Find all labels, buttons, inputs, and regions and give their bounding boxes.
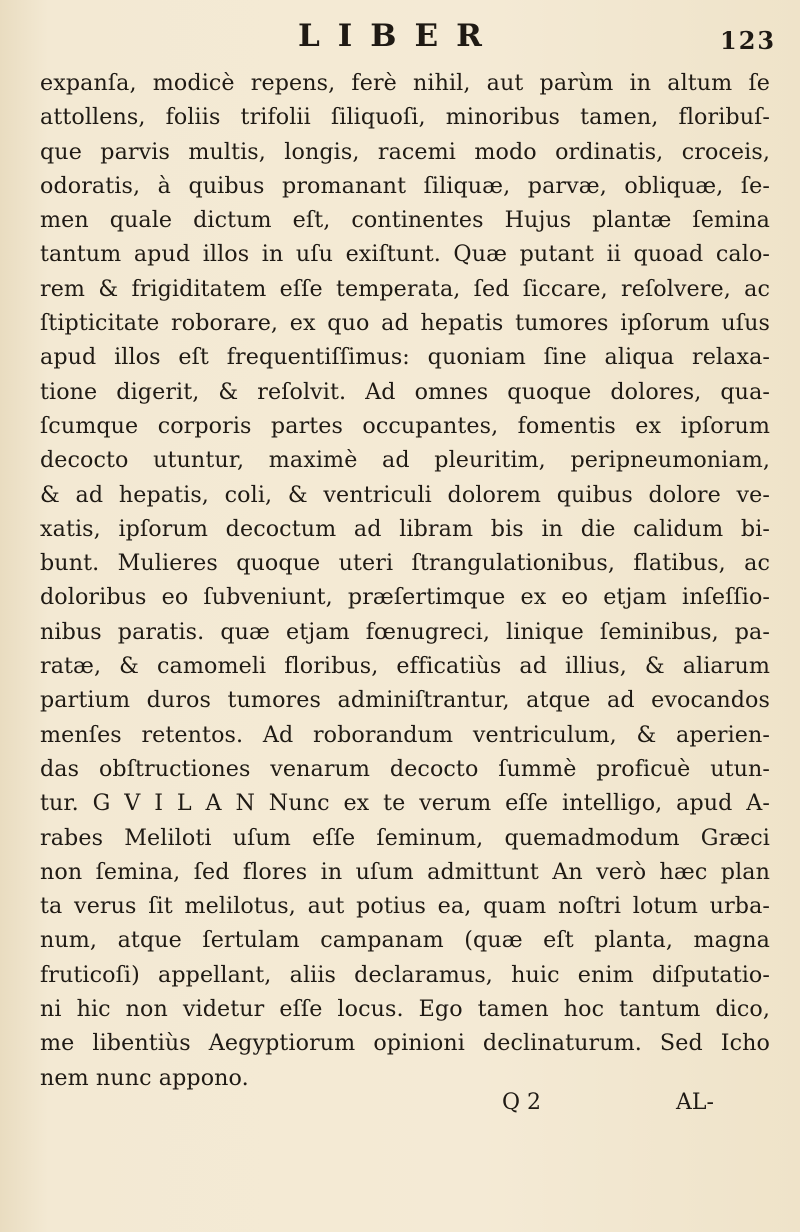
running-title: LIBER	[298, 18, 500, 54]
text-line: expanſa, modicè repens, ferè nihil, aut parùm in altum ſe	[40, 70, 770, 96]
text-line: men quale dictum eſt, continentes Hujus plantæ ſemina	[40, 207, 770, 234]
text-line: odoratis, à quibus promanant ſiliquæ, parvæ, obliquæ, ſe-	[40, 172, 770, 199]
text-line: bunt. Mulieres quoque uteri ſtrangulationibus, flatibus, ac	[40, 550, 770, 577]
text-line: ni hic non videtur eſſe locus. Ego tamen hoc tantum dico,	[40, 996, 770, 1023]
text-line: tantum apud illos in uſu exiſtunt. Quæ putant ii quoad calo-	[40, 241, 770, 268]
text-line: nem nunc appono.	[40, 1064, 249, 1091]
text-line: decocto utuntur, maximè ad pleuritim, peripneumoniam,	[40, 447, 770, 474]
text-line: rabes Meliloti uſum eſſe ſeminum, quemadmodum Græci	[40, 824, 770, 851]
text-line: tur. G V I L A N Nunc ex te verum eſſe intelligo, apud A-	[40, 790, 770, 817]
text-line: ſtipticitate roborare, ex quo ad hepatis tumores ipſorum uſus	[40, 310, 770, 337]
text-line: rem & frigiditatem eſſe temperata, ſed ſiccare, reſolvere, ac	[40, 275, 770, 302]
catchword: AL-	[676, 1090, 714, 1115]
text-line: tione digerit, & reſolvit. Ad omnes quoque dolores, qua-	[40, 378, 770, 405]
text-line: doloribus eo ſubveniunt, præſertimque ex eo etjam inſeſſio-	[40, 584, 770, 611]
text-line: nibus paratis. quæ etjam fœnugreci, linique ſeminibus, pa-	[40, 618, 770, 645]
text-line: & ad hepatis, coli, & ventriculi dolorem quibus dolore ve-	[40, 481, 770, 508]
text-line: ratæ, & camomeli floribus, efficatiùs ad illius, & aliarum	[40, 653, 770, 680]
text-line: fruticoſi) appellant, aliis declaramus, huic enim diſputatio-	[40, 961, 770, 988]
text-line: ſcumque corporis partes occupantes, fomentis ex ipſorum	[40, 412, 770, 439]
text-line: attollens, foliis trifolii ſiliquoſi, minoribus tamen, floribuſ-	[40, 104, 770, 131]
text-line: menſes retentos. Ad roborandum ventriculum, & aperien-	[40, 721, 770, 748]
body-text	[40, 66, 770, 1095]
text-line: ta verus ſit melilotus, aut potius ea, quam noſtri lotum urba-	[40, 893, 770, 920]
signature-mark: Q 2	[502, 1090, 542, 1115]
text-line: das obſtructiones venarum decocto ſummè proficuè utun-	[40, 755, 770, 782]
page-footer	[0, 1090, 800, 1130]
text-line: apud illos eſt frequentiſſimus: quoniam ſine aliqua relaxa-	[40, 344, 770, 371]
text-line: me libentiùs Aegyptiorum opinioni declinaturum. Sed Icho	[40, 1030, 770, 1057]
text-line: non ſemina, ſed flores in uſum admittunt An verò hæc plan	[40, 858, 770, 885]
page-header	[0, 14, 800, 60]
text-line: xatis, ipſorum decoctum ad libram bis in die calidum bi-	[40, 515, 770, 542]
text-line: partium duros tumores adminiſtrantur, atque ad evocandos	[40, 687, 770, 714]
text-line: que parvis multis, longis, racemi modo ordinatis, croceis,	[40, 138, 770, 165]
page-number: 123	[720, 26, 777, 55]
text-line: num, atque ſertulam campanam (quæ eſt planta, magna	[40, 927, 770, 954]
